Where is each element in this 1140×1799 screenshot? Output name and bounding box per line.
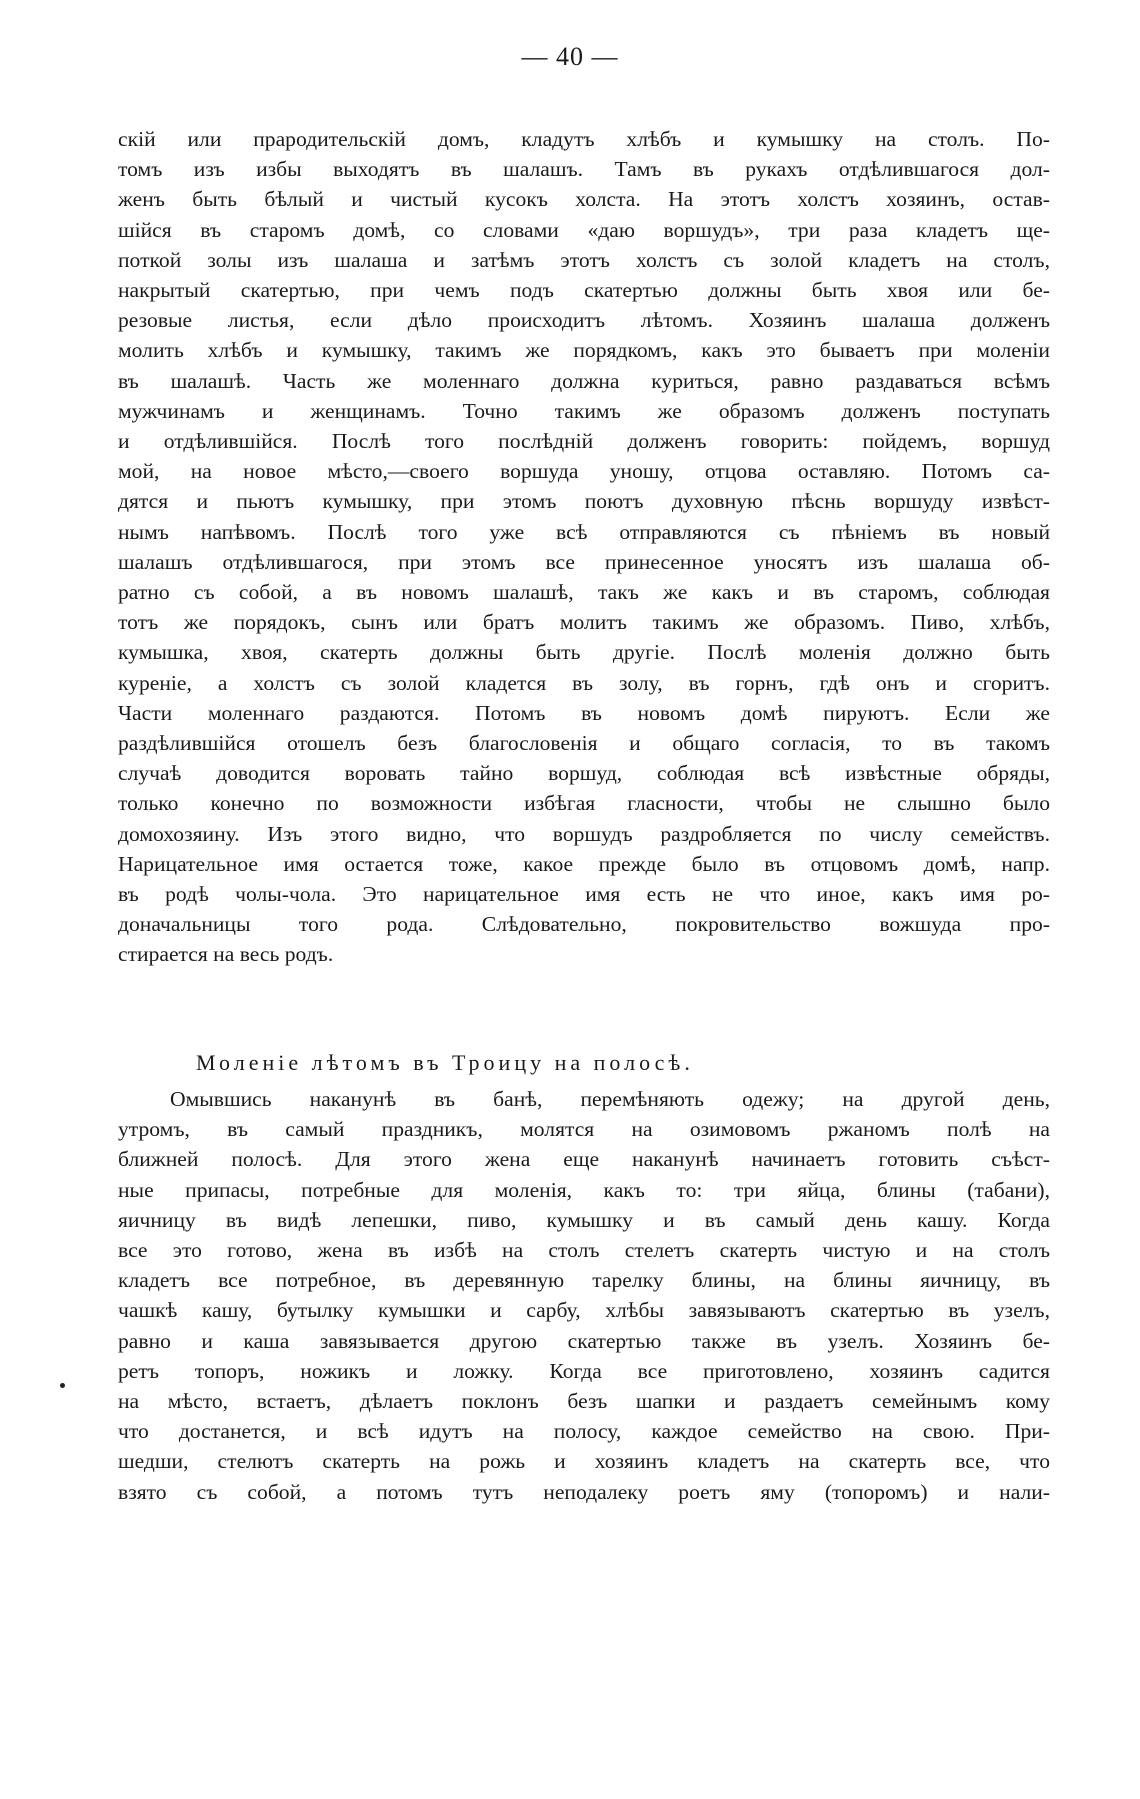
text-line: только конечно по возможности избѣгая гласности, чтобы не слышно было: [118, 791, 1050, 816]
paragraph-2: [118, 1084, 1050, 1507]
text-line: случаѣ доводится воровать тайно воршуд, соблюдая всѣ извѣстные обряды,: [118, 761, 1050, 786]
text-line: равно и каша завязывается другою скатертью также въ узелъ. Хозяинъ бе-: [118, 1328, 1050, 1353]
text-line: молить хлѣбъ и кумышку, такимъ же порядкомъ, какъ это бываетъ при моленіи: [118, 338, 1050, 363]
text-line: шедши, стелютъ скатерть на рожь и хозяинъ кладетъ на скатерть все, что: [118, 1449, 1050, 1474]
text-line: взято съ собой, а потомъ тутъ неподалеку роетъ яму (топоромъ) и нали-: [118, 1479, 1050, 1504]
margin-ink-dot: [60, 1383, 65, 1388]
text-line: скій или прародительскій домъ, кладутъ хлѣбъ и кумышку на столъ. По-: [118, 127, 1050, 151]
text-line: домохозяину. Изъ этого видно, что воршудъ раздробляется по числу семействъ.: [118, 821, 1050, 846]
text-line: поткой золы изъ шалаша и затѣмъ этотъ холстъ съ золой кладетъ на столъ,: [118, 247, 1050, 272]
text-line: ближней полосѣ. Для этого жена еще наканунѣ начинаетъ готовить съѣст-: [118, 1147, 1050, 1172]
page-number: — 40 —: [521, 42, 619, 71]
text-line: нымъ напѣвомъ. Послѣ того уже всѣ отправляются съ пѣніемъ въ новый: [118, 519, 1050, 544]
text-line: въ родѣ чолы-чола. Это нарицательное имя есть не что иное, какъ имя ро-: [118, 882, 1050, 907]
text-line: накрытый скатертью, при чемъ подъ скатертью должны быть хвоя или бе-: [118, 278, 1050, 303]
paragraph-1: [118, 124, 1050, 970]
text-line: кладетъ все потребное, въ деревянную тарелку блины, на блины яичницу, въ: [118, 1268, 1050, 1293]
text-line: въ шалашѣ. Часть же моленнаго должна куриться, равно раздаваться всѣмъ: [118, 368, 1050, 393]
text-line: резовые листья, если дѣло происходитъ лѣтомъ. Хозяинъ шалаша долженъ: [118, 308, 1050, 333]
text-line: мужчинамъ и женщинамъ. Точно такимъ же образомъ долженъ поступать: [118, 398, 1050, 423]
text-line: что достанется, и всѣ идутъ на полосу, каждое семейство на свою. При-: [118, 1419, 1050, 1444]
text-line: Нарицательное имя остается тоже, какое прежде было въ отцовомъ домѣ, напр.: [118, 851, 1050, 876]
text-line: дятся и пьютъ кумышку, при этомъ поютъ духовную пѣснь воршуду извѣст-: [118, 489, 1050, 514]
text-line: шійся въ старомъ домѣ, со словами «даю воршудъ», три раза кладетъ ще-: [118, 217, 1050, 242]
text-line: женъ быть бѣлый и чистый кусокъ холста. На этотъ холстъ хозяинъ, остав-: [118, 187, 1050, 212]
text-line: кумышка, хвоя, скатерть должны быть другіе. Послѣ моленія должно быть: [118, 640, 1050, 665]
text-line: куреніе, а холстъ съ золой кладется въ золу, въ горнъ, гдѣ онъ и сгоритъ.: [118, 670, 1050, 695]
section-heading: Моленіе лѣтомъ въ Троицу на полосѣ.: [196, 1050, 694, 1075]
text-line: на мѣсто, встаетъ, дѣлаетъ поклонъ безъ шапки и раздаетъ семейнымъ кому: [118, 1389, 1050, 1414]
text-line: стирается на весь родъ.: [118, 942, 334, 967]
text-line: мой, на новое мѣсто,—своего воршуда уношу, отцова оставляю. Потомъ са-: [118, 459, 1050, 484]
text-line: томъ изъ избы выходятъ въ шалашъ. Тамъ въ рукахъ отдѣлившагося дол-: [118, 157, 1050, 182]
text-line: раздѣлившійся отошелъ безъ благословенія и общаго согласія, то въ такомъ: [118, 731, 1050, 756]
text-line: Части моленнаго раздаются. Потомъ въ новомъ домѣ пируютъ. Если же: [118, 700, 1050, 725]
text-line: шалашъ отдѣлившагося, при этомъ все принесенное уносятъ изъ шалаша об-: [118, 549, 1050, 574]
text-line: ретъ топоръ, ножикъ и ложку. Когда все приготовлено, хозяинъ садится: [118, 1358, 1050, 1383]
text-line: ратно съ собой, а въ новомъ шалашѣ, такъ же какъ и въ старомъ, соблюдая: [118, 580, 1050, 605]
text-line: тотъ же порядокъ, сынъ или братъ молитъ такимъ же образомъ. Пиво, хлѣбъ,: [118, 610, 1050, 635]
text-line: ные припасы, потребные для моленія, какъ то: три яйца, блины (табани),: [118, 1177, 1050, 1202]
text-line: все это готово, жена въ избѣ на столъ стелетъ скатерть чистую и на столъ: [118, 1238, 1050, 1263]
text-line: яичницу въ видѣ лепешки, пиво, кумышку и въ самый день кашу. Когда: [118, 1207, 1050, 1232]
text-line: доначальницы того рода. Слѣдовательно, покровительство вожшуда про-: [118, 912, 1050, 937]
text-line: чашкѣ кашу, бутылку кумышки и сарбу, хлѣбы завязываютъ скатертью въ узелъ,: [118, 1298, 1050, 1323]
text-line: и отдѣлившійся. Послѣ того послѣдній долженъ говорить: пойдемъ, воршуд: [118, 429, 1050, 454]
text-line: утромъ, въ самый праздникъ, молятся на озимовомъ ржаномъ полѣ на: [118, 1117, 1050, 1142]
text-line: Омывшись наканунѣ въ банѣ, перемѣняють одежу; на другой день,: [170, 1087, 1050, 1111]
